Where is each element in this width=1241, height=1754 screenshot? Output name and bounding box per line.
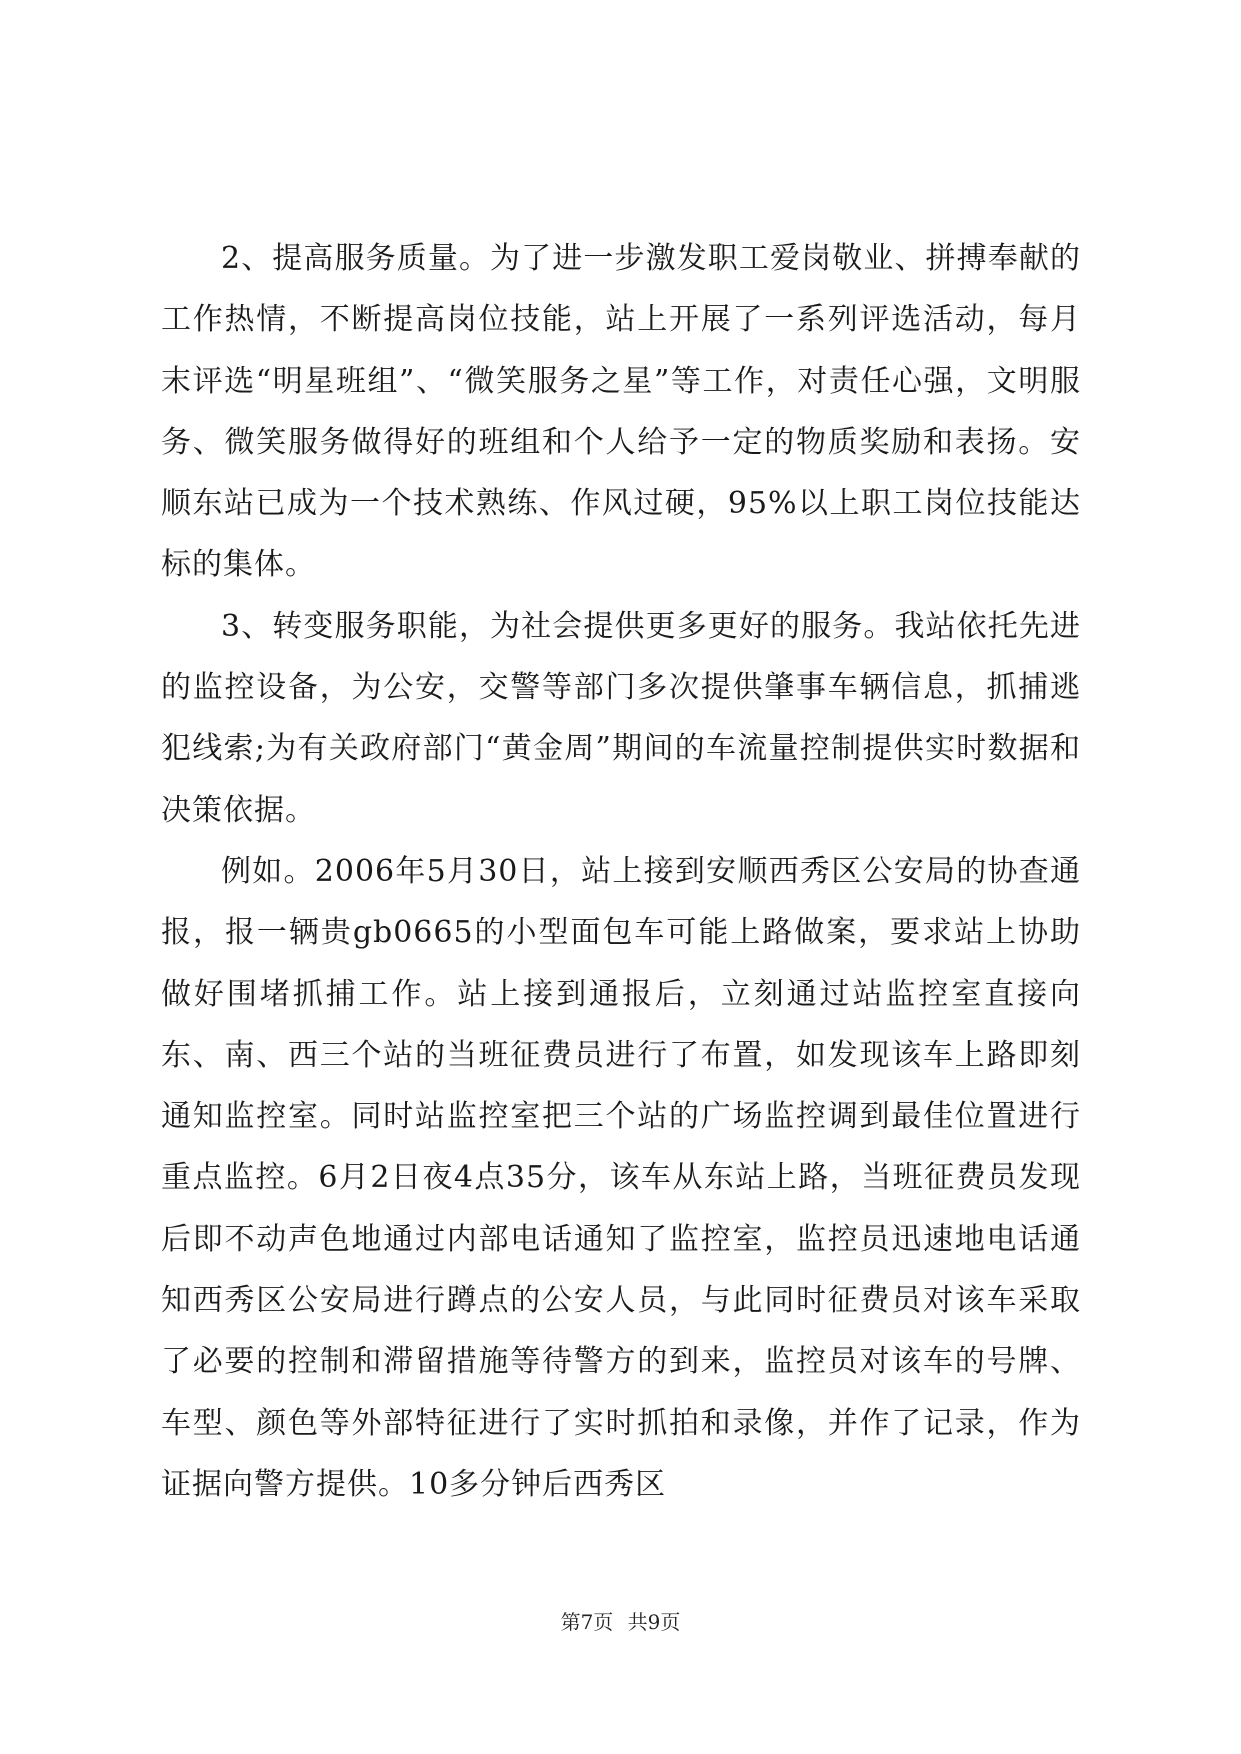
paragraph-service-function: 3、转变服务职能，为社会提供更多更好的服务。我站依托先进的监控设备，为公安，交警等部门多次提供肇事车辆信息，抓捕逃犯线索;为有关政府部门“黄金周”期间的车流量控制提供实时数据和决策依据。 [161, 608, 1081, 828]
document-body [161, 228, 1081, 1515]
page-total: 共9页 [627, 1610, 681, 1634]
page-footer [0, 1606, 1241, 1635]
paragraph-service-quality: 2、提高服务质量。为了进一步激发职工爱岗敬业、拼搏奉献的工作热情，不断提高岗位技能，站上开展了一系列评选活动，每月末评选“明星班组”、“微笑服务之星”等工作，对责任心强，文明服务、微笑服务做得好的班组和个人给予一定的物质奖励和表扬。安顺东站已成为一个技术熟练、作风过硬，95%以上职工岗位技能达标的集体。 [161, 241, 1081, 583]
page-number: 第7页 [560, 1610, 614, 1634]
paragraph-example: 例如。2006年5月30日，站上接到安顺西秀区公安局的协查通报，报一辆贵gb0665的小型面包车可能上路做案，要求站上协助做好围堵抓捕工作。站上接到通报后，立刻通过站监控室直接向东、南、西三个站的当班征费员进行了布置，如发现该车上路即刻通知监控室。同时站监控室把三个站的广场监控调到最佳位置进行重点监控。6月2日夜4点35分，该车从东站上路，当班征费员发现后即不动声色地通过内部电话通知了监控室，监控员迅速地电话通知西秀区公安局进行蹲点的公安人员，与此同时征费员对该车采取了必要的控制和滞留措施等待警方的到来，监控员对该车的号牌、车型、颜色等外部特征进行了实时抓拍和录像，并作了记录，作为证据向警方提供。10多分钟后西秀区 [161, 853, 1081, 1502]
